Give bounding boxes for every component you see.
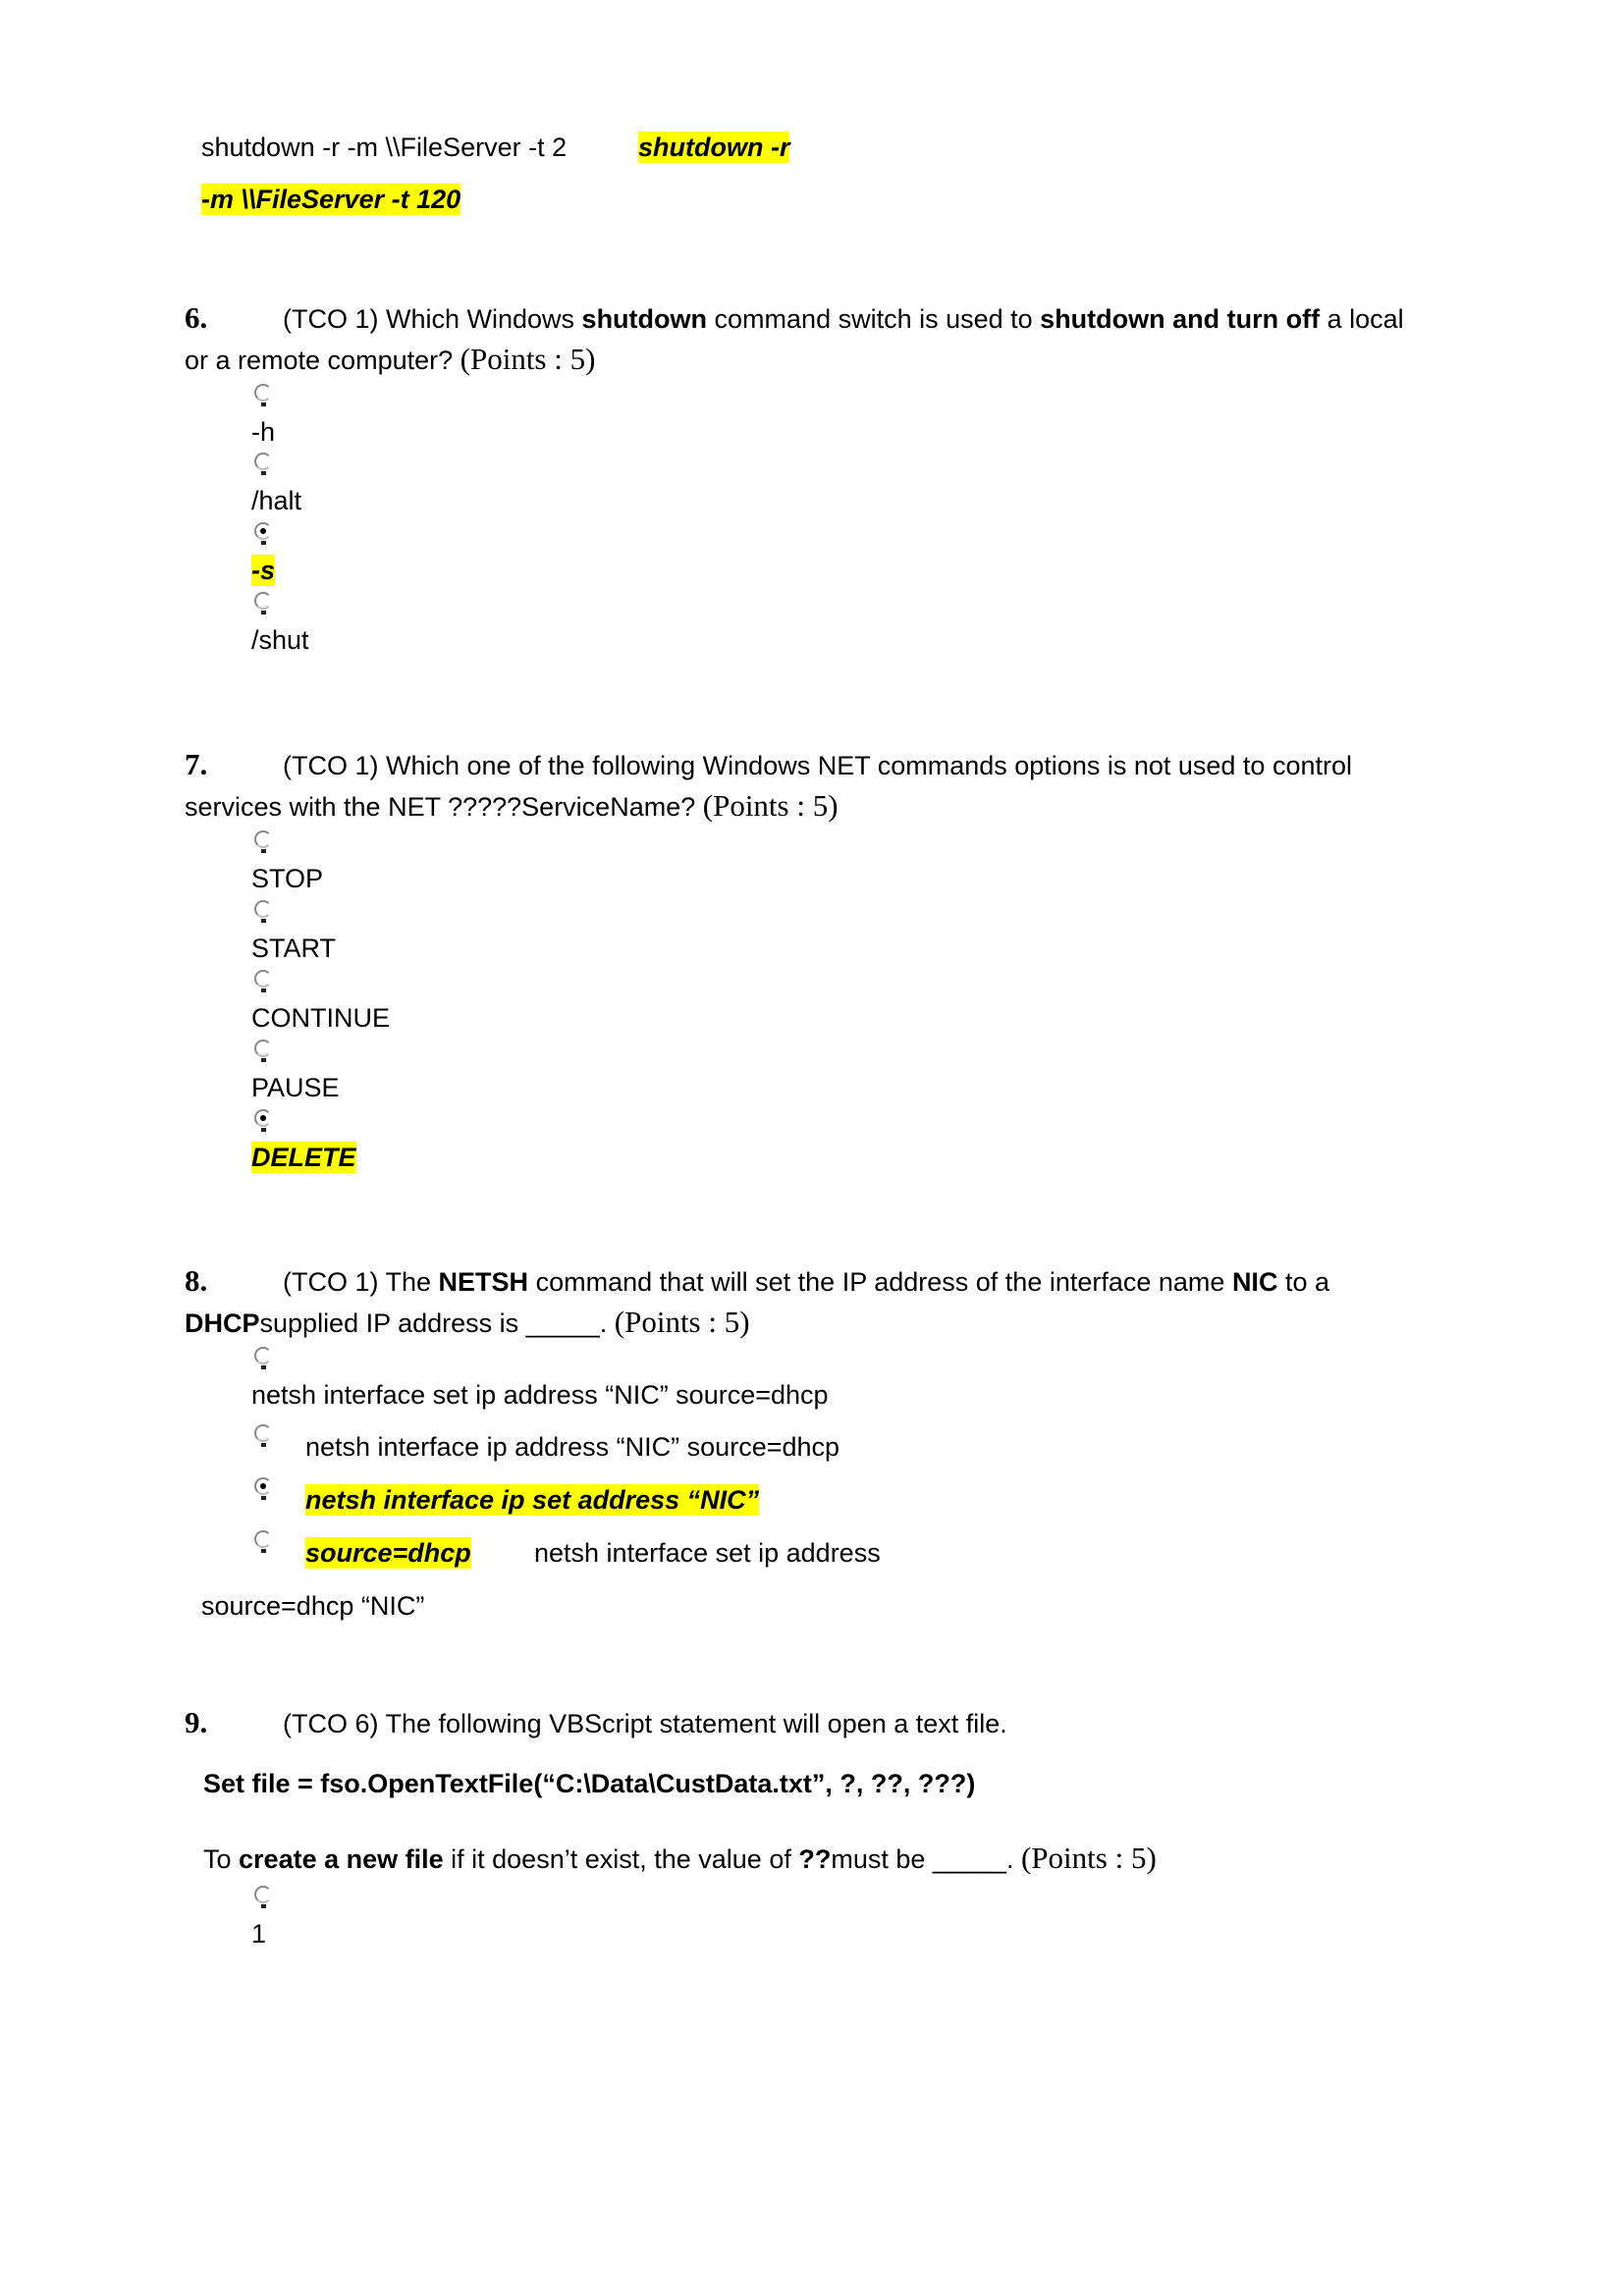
- q8-points: (Points : 5): [614, 1305, 750, 1339]
- q8-pre: (TCO 1) The: [283, 1267, 439, 1297]
- question-6-text-line2: [185, 344, 595, 376]
- question-7-number: 7.: [185, 747, 208, 781]
- q7-option-1-radio[interactable]: [254, 830, 272, 848]
- question-9-code: Set file = fso.OpenTextFile(“C:\Data\CustData.txt”, ?, ??, ???): [203, 1769, 976, 1798]
- q8-option-2-label: netsh interface ip address “NIC” source=dhcp: [305, 1432, 840, 1462]
- prev-answer-highlight-2: -m \\FileServer -t 120: [201, 185, 461, 214]
- q7-option-5-label: DELETE: [251, 1143, 356, 1172]
- q7-line2: services with the NET ?????ServiceName?: [185, 792, 703, 822]
- q8-bold1: NETSH: [438, 1267, 529, 1297]
- q6-option-3-radio[interactable]: [254, 522, 272, 540]
- question-8-number: 8.: [185, 1263, 208, 1298]
- q8-option-2-radio[interactable]: [254, 1424, 272, 1442]
- q8-option-1-radio[interactable]: [254, 1347, 272, 1364]
- q9-bold2: ??: [798, 1844, 832, 1874]
- prev-answer-line: [201, 132, 567, 163]
- q8-line2: supplied IP address is _____.: [259, 1308, 615, 1338]
- q6-mid: command switch is used to: [707, 304, 1041, 334]
- q6-option-4-label: /shut: [251, 625, 309, 655]
- question-7-text: (TCO 1) Which one of the following Windows NET commands options is not used to control: [283, 751, 1352, 780]
- q8-option-4-label-highlight: source=dhcp: [305, 1538, 471, 1568]
- q7-points: (Points : 5): [702, 788, 839, 823]
- q6-option-4-radio[interactable]: [254, 592, 272, 610]
- q7-option-4-label: PAUSE: [251, 1073, 340, 1102]
- q7-option-5-radio[interactable]: [254, 1109, 272, 1127]
- question-8-text: [283, 1266, 1329, 1298]
- question-6-number: 6.: [185, 300, 208, 335]
- q6-bold2: shutdown and turn off: [1040, 304, 1321, 334]
- q8-option-1-label: netsh interface set ip address “NIC” source=dhcp: [251, 1380, 829, 1410]
- question-8-text-line2: [185, 1307, 750, 1339]
- q8-option-4-label-rest: netsh interface set ip address: [534, 1538, 881, 1568]
- q9-option-1-label: 1: [251, 1919, 267, 1949]
- q9-post: must be _____.: [831, 1844, 1021, 1874]
- q8-option-3-label: netsh interface ip set address “NIC”: [305, 1485, 760, 1515]
- question-7-text-line2: [185, 790, 839, 823]
- question-6-text: [283, 303, 1404, 335]
- q7-option-2-label: START: [251, 934, 337, 963]
- q9-option-1-radio[interactable]: [254, 1886, 272, 1903]
- q7-option-2-radio[interactable]: [254, 900, 272, 918]
- q7-option-3-radio[interactable]: [254, 970, 272, 988]
- question-9-number: 9.: [185, 1705, 208, 1739]
- q8-line2-bold: DHCP: [185, 1308, 260, 1338]
- prev-answer-plain: shutdown -r -m \\FileServer -t 2: [201, 133, 568, 162]
- q6-line2: or a remote computer?: [185, 346, 460, 375]
- q9-points: (Points : 5): [1020, 1841, 1157, 1875]
- q8-post: to a: [1277, 1267, 1329, 1297]
- q6-points: (Points : 5): [460, 342, 596, 376]
- q6-post: a local: [1320, 304, 1404, 334]
- q6-option-2-radio[interactable]: [254, 453, 272, 470]
- q6-option-3-label: -s: [251, 556, 276, 585]
- prev-answer-highlight-1: shutdown -r: [638, 133, 790, 162]
- q7-option-3-label: CONTINUE: [251, 1003, 390, 1033]
- q8-option-4-radio[interactable]: [254, 1530, 272, 1548]
- q7-option-1-label: STOP: [251, 864, 324, 893]
- q8-mid: command that will set the IP address of the interface name: [528, 1267, 1232, 1297]
- question-9-text: (TCO 6) The following VBScript statement will open a text file.: [283, 1709, 1007, 1738]
- q9-bold: create a new file: [239, 1844, 444, 1874]
- question-9-prompt: [203, 1842, 1157, 1875]
- q6-option-2-label: /halt: [251, 486, 302, 515]
- q8-bold2: NIC: [1231, 1267, 1278, 1297]
- q6-pre: (TCO 1) Which Windows: [283, 304, 582, 334]
- q7-option-4-radio[interactable]: [254, 1040, 272, 1057]
- q6-option-1-radio[interactable]: [254, 384, 272, 401]
- q6-bold1: shutdown: [581, 304, 708, 334]
- q9-mid: if it doesn’t exist, the value of: [443, 1844, 799, 1874]
- q8-option-4-label-wrap: source=dhcp “NIC”: [201, 1591, 425, 1621]
- q9-pre: To: [203, 1844, 240, 1874]
- q8-option-3-radio[interactable]: [254, 1477, 272, 1495]
- q6-option-1-label: -h: [251, 417, 276, 447]
